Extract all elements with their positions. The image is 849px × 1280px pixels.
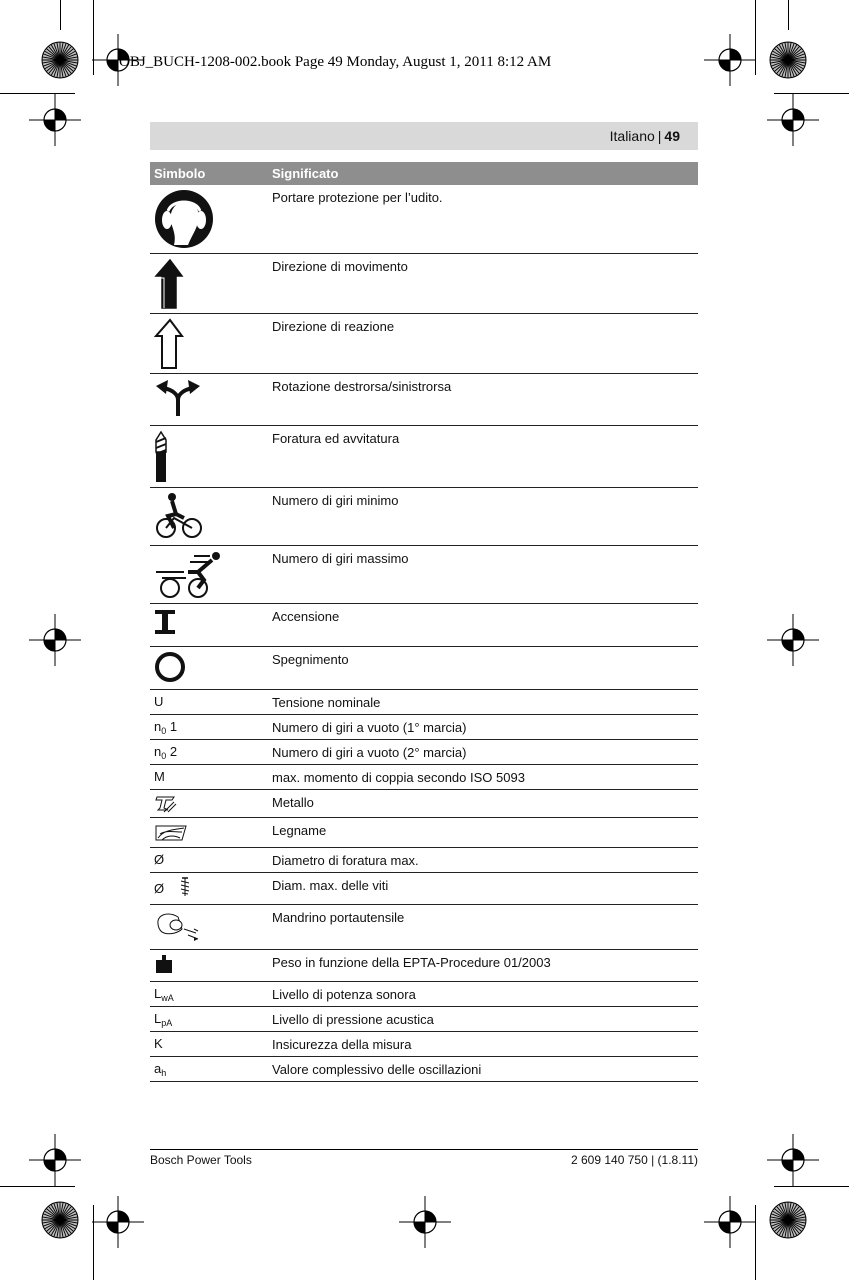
registration-target-icon (704, 34, 756, 91)
footer-publisher: Bosch Power Tools (150, 1153, 252, 1167)
symbol-cell (150, 817, 268, 847)
meaning-cell: Peso in funzione della EPTA-Procedure 01/2003 (268, 949, 698, 981)
column-header-symbol: Simbolo (150, 162, 268, 185)
symbol-text: Ø (154, 880, 165, 896)
running-header (150, 122, 698, 150)
symbol-subscript: wA (161, 992, 174, 1003)
weight-icon (154, 954, 264, 974)
filled-arrow-up-icon (154, 258, 264, 310)
symbol-cell (150, 739, 268, 764)
symbol-suffix: 2 (166, 743, 178, 759)
meaning-cell: Legname (268, 817, 698, 847)
symbol-text: M (154, 768, 165, 784)
star-target-icon (769, 1201, 807, 1244)
rotation-split-arrow-icon (154, 378, 264, 418)
symbol-cell (150, 313, 268, 373)
crop-mark (788, 0, 789, 30)
meaning-cell: Accensione (268, 603, 698, 646)
meaning-cell: Numero di giri massimo (268, 545, 698, 603)
symbol-cell (150, 373, 268, 425)
meaning-cell: Numero di giri minimo (268, 487, 698, 545)
meaning-cell: Numero di giri a vuoto (1° marcia) (268, 714, 698, 739)
star-target-icon (769, 41, 807, 84)
symbol-cell (150, 1056, 268, 1081)
symbol-cell (150, 789, 268, 817)
table-row (150, 1031, 698, 1056)
symbol-table (150, 162, 698, 1082)
meaning-cell: Livello di potenza sonora (268, 981, 698, 1006)
symbol-cell (150, 689, 268, 714)
symbol-cell (150, 1006, 268, 1031)
symbol-text: L (154, 1010, 162, 1026)
registration-target-icon (704, 1196, 756, 1253)
symbol-cell (150, 949, 268, 981)
table-row (150, 739, 698, 764)
meaning-cell: Livello di pressione acustica (268, 1006, 698, 1031)
registration-target-icon (767, 94, 819, 151)
symbol-subscript: 0 (161, 725, 167, 736)
table-row (150, 904, 698, 949)
symbol-cell (150, 714, 268, 739)
table-row (150, 545, 698, 603)
screw-icon (178, 877, 192, 901)
registration-target-icon (92, 1196, 144, 1253)
registration-target-icon (29, 1134, 81, 1191)
ear-protection-icon (154, 189, 264, 249)
meaning-cell: Diametro di foratura max. (268, 847, 698, 872)
table-row (150, 646, 698, 689)
meaning-cell: Diam. max. delle viti (268, 872, 698, 904)
page-header-text (610, 128, 680, 144)
table-row (150, 689, 698, 714)
symbol-cell (150, 646, 268, 689)
registration-target-icon (767, 614, 819, 671)
table-row (150, 789, 698, 817)
table-row (150, 764, 698, 789)
meaning-cell: Metallo (268, 789, 698, 817)
table-row (150, 847, 698, 872)
column-header-meaning: Significato (268, 162, 698, 185)
symbol-subscript: pA (161, 1017, 173, 1028)
symbol-subscript: 0 (161, 750, 167, 761)
power-off-icon (154, 651, 264, 683)
meaning-cell: Direzione di reazione (268, 313, 698, 373)
symbol-cell (150, 425, 268, 487)
table-row (150, 1056, 698, 1081)
table-row (150, 714, 698, 739)
table-row (150, 949, 698, 981)
chuck-icon (154, 909, 264, 943)
symbol-text: a (154, 1060, 162, 1076)
meaning-cell: Portare protezione per l’udito. (268, 185, 698, 253)
outline-arrow-up-icon (154, 318, 264, 370)
star-target-icon (41, 41, 79, 84)
meaning-cell: Spegnimento (268, 646, 698, 689)
symbol-text: n (154, 743, 162, 759)
table-row (150, 253, 698, 313)
table-row (150, 425, 698, 487)
table-row (150, 817, 698, 847)
table-row (150, 313, 698, 373)
registration-target-icon (29, 94, 81, 151)
header-language: Italiano (609, 128, 655, 144)
meaning-cell: Direzione di movimento (268, 253, 698, 313)
cyclist-slow-icon (154, 492, 264, 540)
symbol-cell (150, 872, 268, 904)
meaning-cell: max. momento di coppia secondo ISO 5093 (268, 764, 698, 789)
meaning-cell: Mandrino portautensile (268, 904, 698, 949)
metal-icon (154, 794, 264, 814)
symbol-text: L (154, 985, 162, 1001)
table-row (150, 1006, 698, 1031)
meaning-cell: Numero di giri a vuoto (2° marcia) (268, 739, 698, 764)
table-header-row (150, 162, 698, 185)
table-row (150, 981, 698, 1006)
symbol-text: U (154, 693, 164, 709)
page-number: 49 (664, 128, 680, 144)
footer-doc-number: 2 609 140 750 | (1.8.11) (571, 1153, 698, 1167)
symbol-subscript: h (161, 1067, 167, 1078)
registration-target-icon (767, 1134, 819, 1191)
table-row (150, 487, 698, 545)
registration-target-icon (399, 1196, 451, 1253)
symbol-suffix: 1 (166, 718, 178, 734)
symbol-cell (150, 1031, 268, 1056)
symbol-cell (150, 253, 268, 313)
meaning-cell: Tensione nominale (268, 689, 698, 714)
meaning-cell: Valore complessivo delle oscillazioni (268, 1056, 698, 1081)
symbol-cell (150, 603, 268, 646)
star-target-icon (41, 1201, 79, 1244)
registration-target-icon (29, 614, 81, 671)
symbol-text: K (154, 1035, 163, 1051)
slug-line: OBJ_BUCH-1208-002.book Page 49 Monday, August 1, 2011 8:12 AM (119, 54, 552, 70)
table-row (150, 373, 698, 425)
meaning-cell: Foratura ed avvitatura (268, 425, 698, 487)
symbol-text: n (154, 718, 162, 734)
cyclist-fast-icon (154, 550, 264, 600)
symbol-cell (150, 847, 268, 872)
symbol-cell (150, 185, 268, 253)
symbol-cell (150, 487, 268, 545)
meaning-cell: Insicurezza della misura (268, 1031, 698, 1056)
table-row (150, 872, 698, 904)
meaning-cell: Rotazione destrorsa/sinistrorsa (268, 373, 698, 425)
symbol-cell (150, 904, 268, 949)
header-separator: | (657, 128, 662, 144)
table-row (150, 603, 698, 646)
symbol-cell (150, 764, 268, 789)
table-row (150, 185, 698, 253)
symbol-cell (150, 981, 268, 1006)
power-on-icon (154, 608, 264, 636)
page-footer (150, 1149, 698, 1167)
crop-mark (60, 0, 61, 30)
symbol-text: Ø (154, 851, 165, 867)
symbol-cell (150, 545, 268, 603)
wood-icon (154, 822, 264, 844)
drill-bit-icon (154, 430, 264, 484)
